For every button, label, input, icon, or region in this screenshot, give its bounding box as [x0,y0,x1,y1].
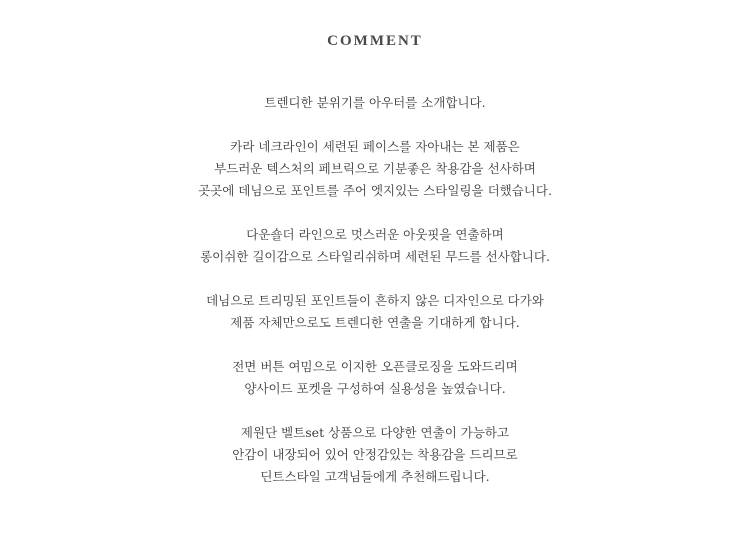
text-line: 부드러운 텍스처의 페브릭으로 기분좋은 착용감을 선사하며 [214,161,536,176]
text-line: 카라 네크라인이 세련된 페이스를 자아내는 본 제품은 [230,139,520,154]
paragraph-button [0,356,750,400]
text-line: 다운숄더 라인으로 멋스러운 아웃핏을 연출하며 [246,227,504,242]
text-line: 곳곳에 데님으로 포인트를 주어 엣지있는 스타일링을 더했습니다. [198,183,552,198]
paragraph-shoulder [0,224,750,268]
paragraph-denim [0,290,750,334]
text-line: 트렌디한 분위기를 아우터를 소개합니다. [264,95,486,110]
text-line: 딘트스타일 고객님들에게 추천해드립니다. [260,469,490,484]
text-line: 데님으로 트리밍된 포인트들이 흔하지 않은 디자인으로 다가와 [206,293,544,308]
text-line: 제품 자체만으로도 트렌디한 연출을 기대하게 합니다. [230,315,520,330]
paragraph-collar [0,136,750,202]
comment-body [0,92,750,510]
section-heading: COMMENT [327,33,423,49]
paragraph-belt [0,422,750,488]
text-line: 안감이 내장되어 있어 안정감있는 착용감을 드리므로 [232,447,518,462]
text-line: 양사이드 포켓을 구성하여 실용성을 높였습니다. [244,381,506,396]
text-line: 제원단 벨트set 상품으로 다양한 연출이 가능하고 [240,425,510,440]
text-line: 전면 버튼 여밈으로 이지한 오픈클로징을 도와드리며 [232,359,518,374]
paragraph-intro [0,92,750,114]
text-line: 롱이쉬한 길이감으로 스타일리쉬하며 세련된 무드를 선사합니다. [200,249,550,264]
